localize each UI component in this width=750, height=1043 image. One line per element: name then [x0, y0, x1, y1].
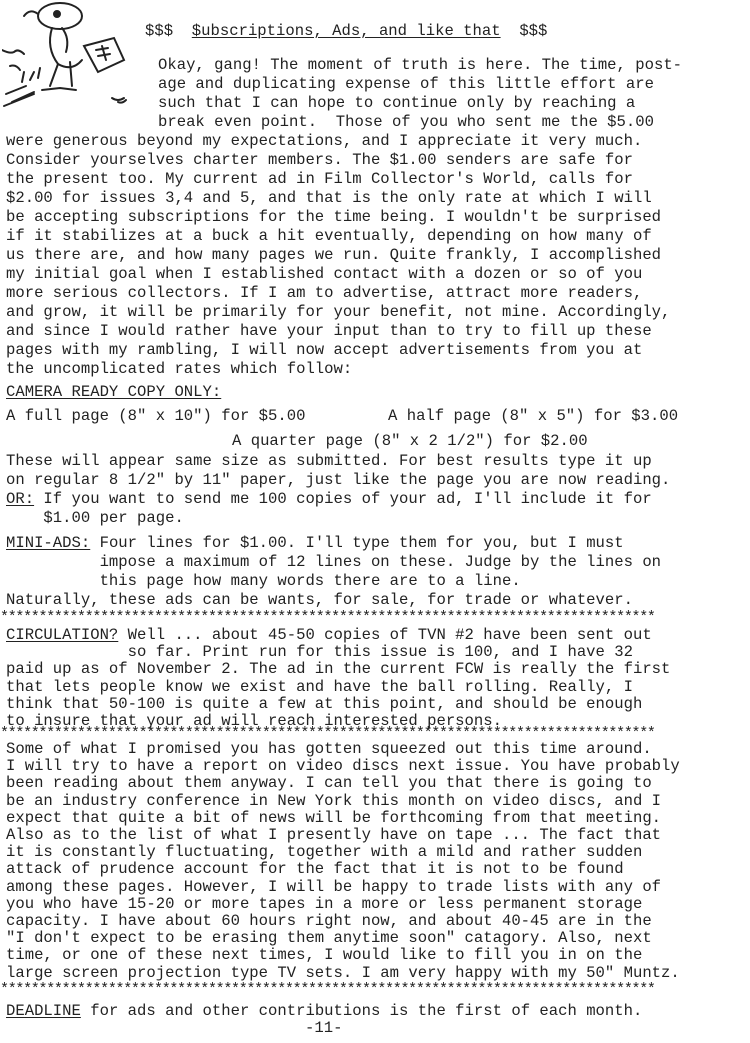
body-line: pages with my rambling, I will now accept advertisements from you at: [6, 341, 643, 359]
body-line: the present too. My current ad in Film Collector's World, calls for: [6, 170, 633, 188]
page-title: $ubscriptions, Ads, and like that: [191, 22, 501, 40]
body-line: the uncomplicated rates which follow:: [6, 360, 353, 378]
body-line: attack of prudence account for the fact that it is not to be found: [6, 860, 624, 879]
intro-line: Okay, gang! The moment of truth is here. The time, post-: [158, 56, 683, 74]
header-line: [145, 22, 547, 41]
body-line: my initial goal when I established contact with a dozen or so of you: [6, 265, 643, 283]
body-line: to insure that your ad will reach interested persons.: [6, 712, 502, 730]
star-divider: *************************************************************************************: [0, 725, 655, 743]
body-line: so far. Print run for this issue is 100, and I have 32: [6, 643, 633, 662]
body-line: Some of what I promised you has gotten squeezed out this time around.: [6, 740, 652, 758]
body-line: time, or one of these next times, I would like to fill you in on the: [6, 946, 643, 965]
body-line: been reading about them anyway. I can tell you that there is going to: [6, 774, 652, 793]
body-line: Also as to the list of what I presently have on tape ... The fact that: [6, 826, 662, 844]
body-line: among these pages. However, I will be happy to trade lists with any of: [6, 877, 662, 896]
body-line: more serious collectors. If I am to advertise, attract more readers,: [6, 284, 643, 302]
body-line: and grow, it will be primarily for your benefit, not mine. Accordingly,: [6, 303, 671, 321]
rate-full-page: A full page (8" x 10") for $5.00: [6, 407, 306, 425]
body-line: large screen projection type TV sets. I am very happy with my 50" Muntz.: [6, 963, 680, 982]
body-line: this page how many words there are to a line.: [6, 572, 521, 590]
circulation-paragraph: CIRCULATION? Well ... about 45-50 copies of TVN #2 have been sent out: [6, 626, 652, 644]
body-line: that lets people know we exist and have the ball rolling. Really, I: [6, 677, 633, 696]
body-line: These will appear same size as submitted. For best results type it up: [6, 452, 652, 470]
body-line: expect that quite a bit of news will be forthcoming from that meeting.: [6, 808, 662, 827]
body-line: I will try to have a report on video discs next issue. You have probably: [6, 757, 680, 776]
or-label: OR:: [6, 490, 35, 508]
rate-half-page: A half page (8" x 5") for $3.00: [388, 407, 679, 425]
body-line: and since I would rather have your input than to try to fill up these: [6, 322, 652, 340]
body-line: be accepting subscriptions for the time being. I wouldn't be surprised: [6, 208, 662, 226]
body-line: $2.00 for issues 3,4 and 5, and that is the only rate at which I will: [6, 189, 652, 207]
body-line: impose a maximum of 12 lines on these. Judge by the lines on: [6, 553, 662, 571]
intro-line: break even point. Those of you who sent me the $5.00: [158, 113, 654, 131]
body-line: think that 50-100 is quite a few at this point, and should be enough: [6, 694, 643, 713]
body-line: us there are, and how many pages we run. Quite frankly, I accomplished: [6, 246, 662, 264]
deadline-label: DEADLINE: [6, 1002, 81, 1020]
body-line: $1.00 per page.: [6, 509, 184, 527]
body-line: paid up as of November 2. The ad in the current FCW is really the first: [6, 660, 671, 679]
circulation-label: CIRCULATION?: [6, 626, 119, 644]
bird-cartoon-illustration: [2, 2, 144, 114]
page-number: -11-: [305, 1019, 343, 1038]
body-line: "I don't expect to be erasing them anytime soon" catagory. Also, next: [6, 929, 652, 948]
mini-ads-label: MINI-ADS:: [6, 534, 91, 552]
body-line: it is constantly fluctuating, together with a mild and rather sudden: [6, 843, 643, 862]
body-line: were generous beyond my expectations, and I appreciate it very much.: [6, 132, 643, 150]
body-line: Consider yourselves charter members. The $1.00 senders are safe for: [6, 151, 633, 169]
header-deco-left: $$$: [145, 22, 174, 40]
intro-line: age and duplicating expense of this little effort are: [158, 75, 654, 93]
intro-line: such that I can hope to continue only by reaching a: [158, 94, 636, 112]
body-line: you who have 15-20 or more tapes in a more or less permanent storage: [6, 894, 643, 913]
body-line: if it stabilizes at a buck a hit eventually, depending on how many of: [6, 227, 652, 245]
body-line: Naturally, these ads can be wants, for sale, for trade or whatever.: [6, 591, 633, 609]
star-divider: *************************************************************************************: [0, 980, 655, 998]
body-line: capacity. I have about 60 hours right now, and about 40-45 are in the: [6, 912, 652, 930]
star-divider: *************************************************************************************: [0, 609, 655, 626]
body-line: on regular 8 1/2" by 11" paper, just like the page you are now reading.: [6, 471, 671, 489]
body-line: be an industry conference in New York this month on video discs, and I: [6, 791, 662, 810]
deadline-line: DEADLINE for ads and other contributions is the first of each month.: [6, 1002, 643, 1020]
mini-ads-option: MINI-ADS: Four lines for $1.00. I'll type them for you, but I must: [6, 534, 624, 552]
rate-quarter-page: A quarter page (8" x 2 1/2") for $2.00: [232, 432, 588, 450]
header-deco-right: $$$: [519, 22, 548, 40]
camera-ready-heading: CAMERA READY COPY ONLY:: [6, 383, 222, 401]
or-option: OR: If you want to send me 100 copies of your ad, I'll include it for: [6, 490, 652, 508]
